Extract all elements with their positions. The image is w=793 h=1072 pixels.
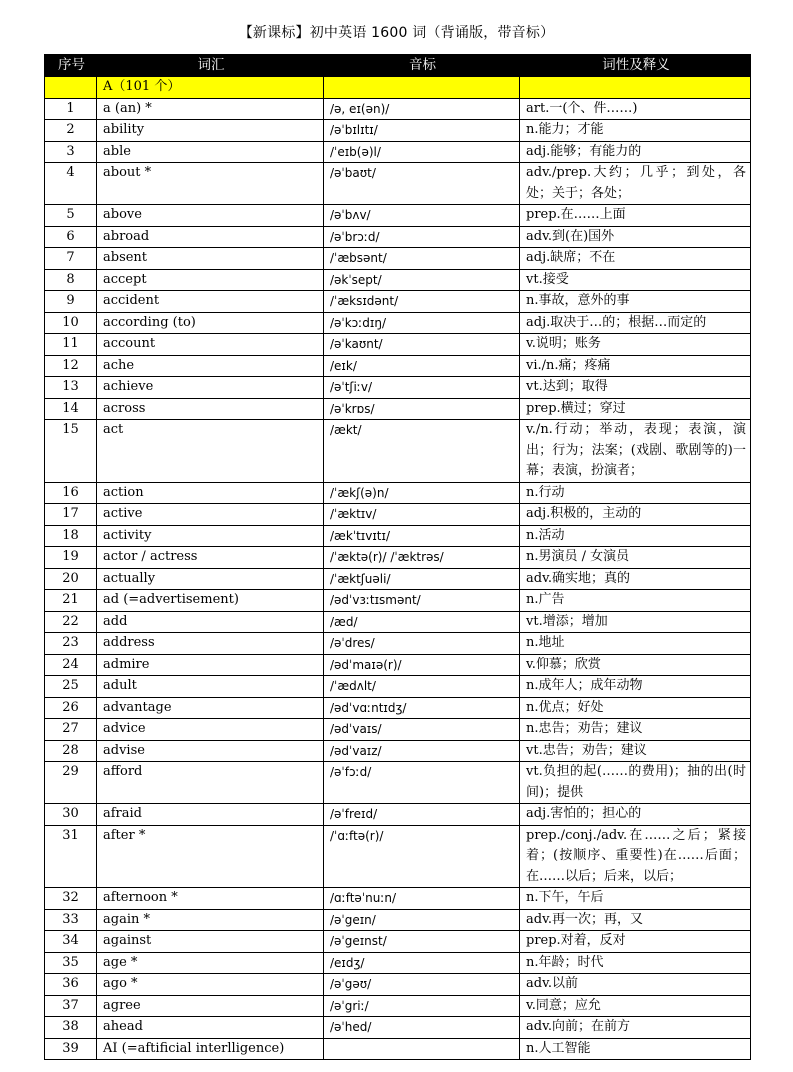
row-phonetic: /ˈæbsənt/ xyxy=(324,248,520,270)
row-word: advice xyxy=(97,719,324,741)
row-number: 7 xyxy=(45,248,97,270)
row-word: advise xyxy=(97,740,324,762)
row-phonetic: /eɪk/ xyxy=(324,355,520,377)
row-definition: vt.负担的起(……的费用)；抽的出(时间)；提供 xyxy=(520,762,751,804)
table-row xyxy=(45,654,751,676)
table-row xyxy=(45,888,751,910)
table-row xyxy=(45,420,751,483)
row-number: 15 xyxy=(45,420,97,483)
row-phonetic: /əˈtʃiːv/ xyxy=(324,377,520,399)
row-number: 17 xyxy=(45,504,97,526)
row-definition: adj.取决于…的；根据…而定的 xyxy=(520,312,751,334)
row-phonetic: /ədˈvaɪz/ xyxy=(324,740,520,762)
section-def-cell xyxy=(520,77,751,99)
row-word: achieve xyxy=(97,377,324,399)
table-row xyxy=(45,633,751,655)
row-word: action xyxy=(97,482,324,504)
table-row xyxy=(45,974,751,996)
row-definition: adv./prep.大约；几乎；到处，各处；关于；各处； xyxy=(520,163,751,205)
row-definition: adv.确实地；真的 xyxy=(520,568,751,590)
row-number: 33 xyxy=(45,909,97,931)
row-number: 13 xyxy=(45,377,97,399)
row-definition: v.说明；账务 xyxy=(520,334,751,356)
row-definition: n.忠告；劝告；建议 xyxy=(520,719,751,741)
section-label: A（101 个） xyxy=(97,77,324,99)
header-word: 词汇 xyxy=(97,55,324,77)
row-phonetic: /əˈgeɪn/ xyxy=(324,909,520,931)
table-row xyxy=(45,1017,751,1039)
row-phonetic: /əkˈsept/ xyxy=(324,269,520,291)
row-phonetic: /əˈkrɒs/ xyxy=(324,398,520,420)
row-phonetic: /əˈkaʊnt/ xyxy=(324,334,520,356)
row-phonetic: /ˈæktə(r)/ /ˈæktrəs/ xyxy=(324,547,520,569)
section-ipa-cell xyxy=(324,77,520,99)
row-number: 20 xyxy=(45,568,97,590)
row-definition: n.活动 xyxy=(520,525,751,547)
row-phonetic: /əˈgəʊ/ xyxy=(324,974,520,996)
row-phonetic: /əˈdres/ xyxy=(324,633,520,655)
table-row xyxy=(45,377,751,399)
row-phonetic: /ækˈtɪvɪtɪ/ xyxy=(324,525,520,547)
row-number: 36 xyxy=(45,974,97,996)
row-number: 8 xyxy=(45,269,97,291)
row-phonetic: /əˈbɪlɪtɪ/ xyxy=(324,120,520,142)
row-word: admire xyxy=(97,654,324,676)
row-definition: n.人工智能 xyxy=(520,1038,751,1060)
row-definition: adv.到(在)国外 xyxy=(520,226,751,248)
row-word: across xyxy=(97,398,324,420)
row-word: above xyxy=(97,205,324,227)
row-definition: adj.积极的，主动的 xyxy=(520,504,751,526)
row-number: 25 xyxy=(45,676,97,698)
row-number: 26 xyxy=(45,697,97,719)
table-row xyxy=(45,205,751,227)
table-row xyxy=(45,740,751,762)
row-word: abroad xyxy=(97,226,324,248)
row-definition: vt.增添；增加 xyxy=(520,611,751,633)
row-definition: n.能力；才能 xyxy=(520,120,751,142)
row-definition: n.事故，意外的事 xyxy=(520,291,751,313)
table-row xyxy=(45,525,751,547)
row-word: advantage xyxy=(97,697,324,719)
row-phonetic: /ˈeɪb(ə)l/ xyxy=(324,141,520,163)
row-number: 30 xyxy=(45,804,97,826)
row-phonetic: /eɪdʒ/ xyxy=(324,952,520,974)
table-body xyxy=(45,77,751,1060)
row-word: AI (=aftificial interlligence) xyxy=(97,1038,324,1060)
row-phonetic: /əˈfɔːd/ xyxy=(324,762,520,804)
row-definition: adj.害怕的；担心的 xyxy=(520,804,751,826)
row-phonetic: /ˈæktɪv/ xyxy=(324,504,520,526)
header-phonetic: 音标 xyxy=(324,55,520,77)
row-phonetic: /əˈbrɔːd/ xyxy=(324,226,520,248)
row-word: act xyxy=(97,420,324,483)
row-word: actor / actress xyxy=(97,547,324,569)
row-word: accident xyxy=(97,291,324,313)
row-definition: vt.达到；取得 xyxy=(520,377,751,399)
row-number: 27 xyxy=(45,719,97,741)
row-phonetic: /ɑːftəˈnuːn/ xyxy=(324,888,520,910)
header-number: 序号 xyxy=(45,55,97,77)
table-row xyxy=(45,312,751,334)
row-word: ad (=advertisement) xyxy=(97,590,324,612)
row-word: ahead xyxy=(97,1017,324,1039)
row-definition: prep.对着，反对 xyxy=(520,931,751,953)
row-definition: vt.忠告；劝告；建议 xyxy=(520,740,751,762)
table-row xyxy=(45,590,751,612)
row-phonetic: /ækt/ xyxy=(324,420,520,483)
row-word: address xyxy=(97,633,324,655)
header-definition: 词性及释义 xyxy=(520,55,751,77)
row-word: ability xyxy=(97,120,324,142)
row-word: afraid xyxy=(97,804,324,826)
row-definition: prep.横过；穿过 xyxy=(520,398,751,420)
row-number: 38 xyxy=(45,1017,97,1039)
row-word: ache xyxy=(97,355,324,377)
row-phonetic: /əˈgriː/ xyxy=(324,995,520,1017)
row-number: 16 xyxy=(45,482,97,504)
row-definition: n.广告 xyxy=(520,590,751,612)
row-number: 37 xyxy=(45,995,97,1017)
row-definition: v.仰慕；欣赏 xyxy=(520,654,751,676)
row-phonetic: /æd/ xyxy=(324,611,520,633)
row-phonetic: /əˈhed/ xyxy=(324,1017,520,1039)
row-definition: n.行动 xyxy=(520,482,751,504)
row-phonetic: /ədˈvɑːntɪdʒ/ xyxy=(324,697,520,719)
row-phonetic: /ˈæksɪdənt/ xyxy=(324,291,520,313)
row-word: again * xyxy=(97,909,324,931)
row-definition: adv.再一次；再，又 xyxy=(520,909,751,931)
table-row xyxy=(45,547,751,569)
row-word: against xyxy=(97,931,324,953)
table-row xyxy=(45,504,751,526)
row-definition: adv.向前；在前方 xyxy=(520,1017,751,1039)
row-definition: n.优点；好处 xyxy=(520,697,751,719)
row-number: 11 xyxy=(45,334,97,356)
row-word: account xyxy=(97,334,324,356)
row-phonetic: /ədˈvɜːtɪsmənt/ xyxy=(324,590,520,612)
document-title: 【新课标】初中英语 1600 词（背诵版，带音标） xyxy=(238,25,555,41)
row-word: activity xyxy=(97,525,324,547)
row-word: adult xyxy=(97,676,324,698)
row-number: 22 xyxy=(45,611,97,633)
table-row xyxy=(45,568,751,590)
row-phonetic: /ə, eɪ(ən)/ xyxy=(324,98,520,120)
row-phonetic: /ˈækʃ(ə)n/ xyxy=(324,482,520,504)
row-definition: vi./n.痛；疼痛 xyxy=(520,355,751,377)
row-number: 19 xyxy=(45,547,97,569)
row-word: age * xyxy=(97,952,324,974)
row-word: afford xyxy=(97,762,324,804)
row-phonetic: /ədˈmaɪə(r)/ xyxy=(324,654,520,676)
row-number: 18 xyxy=(45,525,97,547)
row-word: a (an) * xyxy=(97,98,324,120)
row-word: ago * xyxy=(97,974,324,996)
row-word: about * xyxy=(97,163,324,205)
row-phonetic: /ˈædʌlt/ xyxy=(324,676,520,698)
table-header-row xyxy=(45,55,751,77)
row-number: 21 xyxy=(45,590,97,612)
table-row xyxy=(45,825,751,888)
row-definition: adv.以前 xyxy=(520,974,751,996)
row-definition: adj.缺席；不在 xyxy=(520,248,751,270)
row-word: actually xyxy=(97,568,324,590)
row-definition: vt.接受 xyxy=(520,269,751,291)
table-row xyxy=(45,120,751,142)
row-number: 14 xyxy=(45,398,97,420)
table-row xyxy=(45,676,751,698)
row-number: 39 xyxy=(45,1038,97,1060)
table-row xyxy=(45,334,751,356)
row-phonetic: /əˈbʌv/ xyxy=(324,205,520,227)
section-num-cell xyxy=(45,77,97,99)
row-word: agree xyxy=(97,995,324,1017)
row-number: 5 xyxy=(45,205,97,227)
row-definition: v./n.行动；举动，表现；表演，演出；行为；法案；(戏剧、歌剧等的)一幕；表演，扮演者； xyxy=(520,420,751,483)
row-phonetic: /əˈgeɪnst/ xyxy=(324,931,520,953)
table-row xyxy=(45,226,751,248)
row-number: 9 xyxy=(45,291,97,313)
row-number: 34 xyxy=(45,931,97,953)
row-number: 3 xyxy=(45,141,97,163)
table-row xyxy=(45,804,751,826)
table-row xyxy=(45,611,751,633)
row-word: active xyxy=(97,504,324,526)
row-word: accept xyxy=(97,269,324,291)
row-number: 2 xyxy=(45,120,97,142)
row-number: 35 xyxy=(45,952,97,974)
row-word: add xyxy=(97,611,324,633)
row-number: 28 xyxy=(45,740,97,762)
table-row xyxy=(45,482,751,504)
table-row xyxy=(45,355,751,377)
row-number: 10 xyxy=(45,312,97,334)
table-row xyxy=(45,995,751,1017)
row-definition: v.同意；应允 xyxy=(520,995,751,1017)
table-row xyxy=(45,163,751,205)
row-definition: prep.在……上面 xyxy=(520,205,751,227)
row-definition: n.年龄；时代 xyxy=(520,952,751,974)
row-number: 6 xyxy=(45,226,97,248)
row-phonetic: /əˈbaʊt/ xyxy=(324,163,520,205)
table-row xyxy=(45,1038,751,1060)
row-word: afternoon * xyxy=(97,888,324,910)
table-row xyxy=(45,398,751,420)
row-definition: n.下午，午后 xyxy=(520,888,751,910)
table-row xyxy=(45,931,751,953)
row-phonetic: /ˈæktʃuəli/ xyxy=(324,568,520,590)
table-row xyxy=(45,291,751,313)
row-definition: n.地址 xyxy=(520,633,751,655)
row-number: 24 xyxy=(45,654,97,676)
row-definition: prep./conj./adv.在……之后；紧接着；(按顺序、重要性)在……后面；在……以后；后来，以后； xyxy=(520,825,751,888)
row-word: according (to) xyxy=(97,312,324,334)
table-row xyxy=(45,697,751,719)
table-row xyxy=(45,762,751,804)
row-word: able xyxy=(97,141,324,163)
row-number: 12 xyxy=(45,355,97,377)
row-word: absent xyxy=(97,248,324,270)
row-definition: n.男演员 / 女演员 xyxy=(520,547,751,569)
row-number: 31 xyxy=(45,825,97,888)
row-number: 32 xyxy=(45,888,97,910)
table-row xyxy=(45,248,751,270)
row-definition: adj.能够；有能力的 xyxy=(520,141,751,163)
table-row xyxy=(45,98,751,120)
table-row xyxy=(45,909,751,931)
row-definition: n.成年人；成年动物 xyxy=(520,676,751,698)
row-phonetic: /ˈɑːftə(r)/ xyxy=(324,825,520,888)
row-definition: art.一(个、件……) xyxy=(520,98,751,120)
section-row xyxy=(45,77,751,99)
row-phonetic: /ədˈvaɪs/ xyxy=(324,719,520,741)
row-number: 23 xyxy=(45,633,97,655)
row-phonetic: /əˈfreɪd/ xyxy=(324,804,520,826)
row-word: after * xyxy=(97,825,324,888)
table-row xyxy=(45,952,751,974)
table-row xyxy=(45,269,751,291)
row-phonetic xyxy=(324,1038,520,1060)
row-number: 4 xyxy=(45,163,97,205)
row-number: 1 xyxy=(45,98,97,120)
vocabulary-table xyxy=(44,54,751,1060)
row-number: 29 xyxy=(45,762,97,804)
table-row xyxy=(45,719,751,741)
row-phonetic: /əˈkɔːdɪŋ/ xyxy=(324,312,520,334)
table-row xyxy=(45,141,751,163)
